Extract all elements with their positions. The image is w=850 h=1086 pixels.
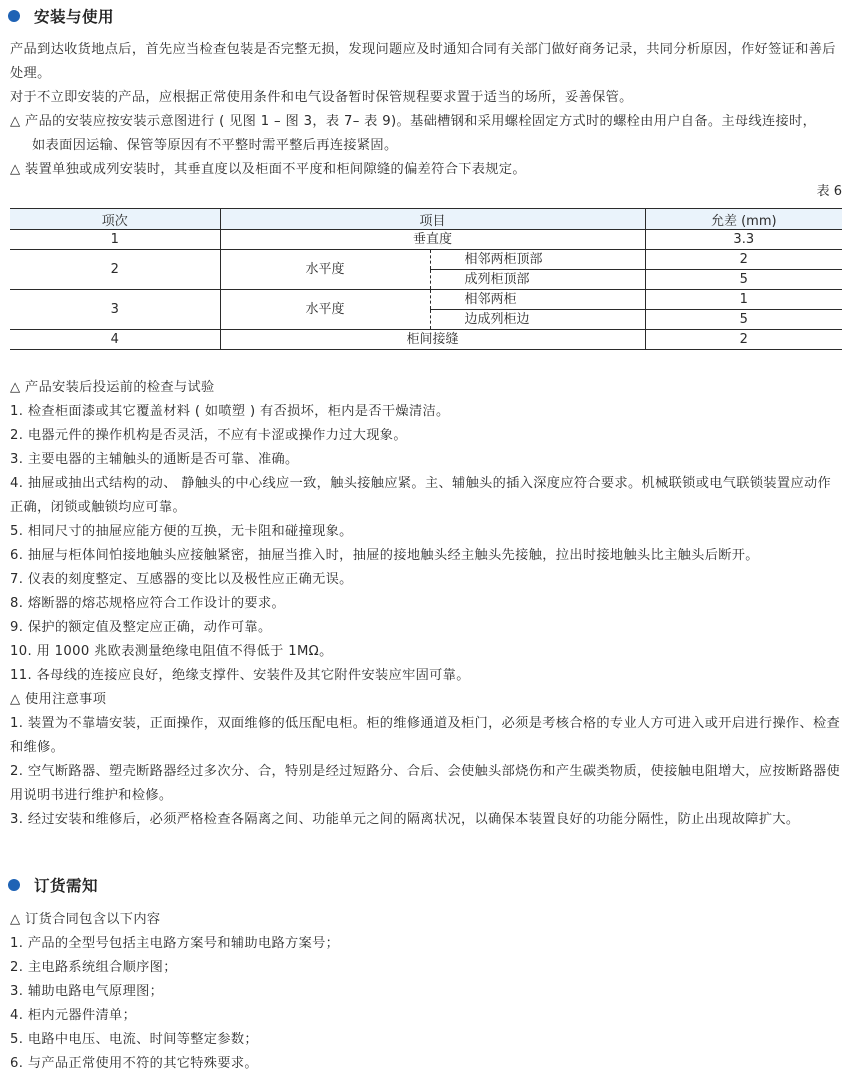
cell-value: 5 [645,310,842,330]
cell-value: 3.3 [645,230,842,250]
list-item: 4. 抽屉或抽出式结构的动、 静触头的中心线应一致，触头接触应紧。主、辅触头的插入深度应符合要求。机械联锁或电气联锁装置应动作正确，闭锁或触锁均应可靠。 [10,476,832,515]
table-row [10,250,842,270]
list-heading: △ 订货合同包含以下内容 [10,912,161,927]
bullet-icon [8,879,20,891]
table-row [10,330,842,350]
cell-subitem: 边成列柜边 [430,310,645,330]
table-header-row [10,209,842,230]
paragraph: 产品到达收货地点后，首先应当检查包装是否完整无损，发现问题应及时通知合同有关部门做好商务记录，共同分析原因，作好签证和善后处理。 [10,42,836,81]
list-item: 11. 各母线的连接应良好，绝缘支撑件、安装件及其它附件安装应牢固可靠。 [10,668,470,683]
cell-no: 3 [10,290,220,330]
cell-no: 4 [10,330,220,350]
table-caption: 表 6 [816,184,842,199]
cell-no: 2 [10,250,220,290]
header-tolerance: 允差 (mm) [645,209,842,230]
list-item: 6. 与产品正常使用不符的其它特殊要求。 [10,1056,258,1071]
cell-no: 1 [10,230,220,250]
list-item: 1. 检查柜面漆或其它覆盖材料 ( 如喷塑 ) 有否损坏，柜内是否干燥清洁。 [10,404,450,419]
cell-subitem: 相邻两柜 [430,290,645,310]
list-item: 3. 经过安装和维修后，必须严格检查各隔离之间、功能单元之间的隔离状况，以确保本装置良好的功能分隔性，防止出现故障扩大。 [10,812,800,827]
paragraph: 对于不立即安装的产品，应根据正常使用条件和电气设备暂时保管规程要求置于适当的场所，妥善保管。 [10,90,633,105]
paragraph: △ 装置单独或成列安装时，其垂直度以及柜面不平度和柜间隙缝的偏差符合下表规定。 [10,162,526,177]
list-item: 9. 保护的额定值及整定应正确，动作可靠。 [10,620,272,635]
tolerance-table [10,208,842,350]
list-item: 5. 相同尺寸的抽屉应能方便的互换，无卡阻和碰撞现象。 [10,524,353,539]
cell-value: 2 [645,330,842,350]
list-item: 3. 辅助电路电气原理图； [10,984,164,999]
cell-item: 柜间接缝 [220,330,645,350]
bullet-icon [8,10,20,22]
cell-value: 2 [645,250,842,270]
list-item: 5. 电路中电压、电流、时间等整定参数； [10,1032,258,1047]
cell-item: 水平度 [220,290,430,330]
list-item: 4. 柜内元器件清单； [10,1008,137,1023]
section-heading-install [8,4,114,28]
paragraph: 如表面因运输、保管等原因有不平整时需平整后再连接紧固。 [32,138,398,153]
cell-value: 1 [645,290,842,310]
intro-text [10,38,842,182]
cell-item: 水平度 [220,250,430,290]
cell-subitem: 相邻两柜顶部 [430,250,645,270]
list-item: 10. 用 1000 兆欧表测量绝缘电阻值不得低于 1MΩ。 [10,644,333,659]
list-item: 2. 主电路系统组合顺序图； [10,960,177,975]
checks-list [10,376,842,832]
list-item: 1. 产品的全型号包括主电路方案号和辅助电路方案号； [10,936,340,951]
table-row [10,230,842,250]
cell-item: 垂直度 [220,230,645,250]
list-item: 3. 主要电器的主辅触头的通断是否可靠、准确。 [10,452,299,467]
paragraph: △ 产品的安装应按安装示意图进行 ( 见图 1 – 图 3，表 7– 表 9)。基础槽钢和采用螺栓固定方式时的螺栓由用户自备。主母线连接时， [10,114,817,129]
list-item: 1. 装置为不靠墙安装，正面操作，双面维修的低压配电柜。柜的维修通道及柜门，必须是考核合格的专业人方可进入或开启进行操作、检查和维修。 [10,716,841,755]
section-heading-ordering [8,873,98,897]
cell-value: 5 [645,270,842,290]
cell-subitem: 成列柜顶部 [430,270,645,290]
list-heading: △ 使用注意事项 [10,692,107,707]
list-item: 8. 熔断器的熔芯规格应符合工作设计的要求。 [10,596,286,611]
section-title: 订货需知 [34,877,99,895]
list-item: 2. 空气断路器、塑壳断路器经过多次分、合，特别是经过短路分、合后、会使触头部烧伤和产生碳类物质，使接触电阻增大，应按断路器使用说明书进行维护和检修。 [10,764,841,803]
ordering-list [10,908,842,1076]
table-row [10,290,842,310]
list-heading: △ 产品安装后投运前的检查与试验 [10,380,215,395]
section-title: 安装与使用 [34,8,115,26]
list-item: 2. 电器元件的操作机构是否灵活，不应有卡涩或操作力过大现象。 [10,428,407,443]
header-item: 项目 [220,209,645,230]
list-item: 6. 抽屉与柜体间怕接地触头应接触紧密，抽屉当推入时，抽屉的接地触头经主触头先接触，拉出时接地触头比主触头后断开。 [10,548,759,563]
list-item: 7. 仪表的刻度整定、互感器的变比以及极性应正确无误。 [10,572,353,587]
header-no: 项次 [10,209,220,230]
